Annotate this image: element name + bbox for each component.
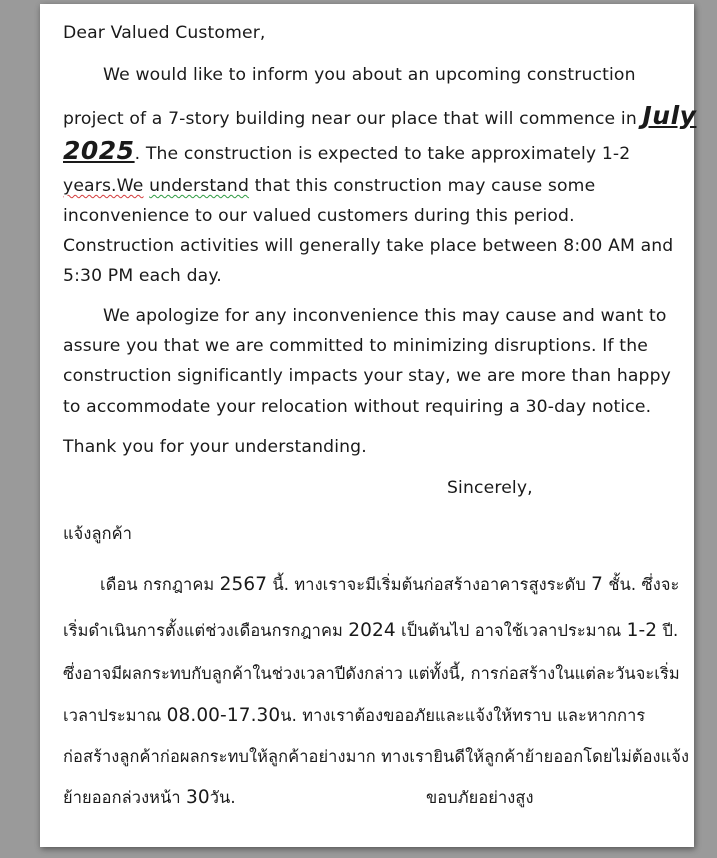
para1-line6: Construction activities will generally take place between 8:00 AM and [63,236,674,256]
th-hours: 08.00-17.30 [166,705,281,726]
th-line1-a: เดือน กรกฎาคม [100,575,220,594]
document-page [40,4,697,847]
th-line2-e: ปี. [657,621,679,640]
th-duration: 1-2 [626,620,658,641]
greeting-th: แจ้งลูกค้า [63,524,133,543]
th-line6-a: ย้ายออกล่วงหน้า [63,788,186,807]
para1-line7: 5:30 PM each day. [63,266,222,286]
para1-line4 [63,176,595,196]
commence-year: 2025 [63,136,135,165]
para2-line3: construction significantly impacts your stay, we are more than happy [63,366,671,386]
th-line5: ก่อสร้างลูกค้าก่อผลกระทบให้ลูกค้าอย่างมาก ทางเรายินดีให้ลูกค้าย้ายออกโดยไม่ต้องแจ้ง [63,747,690,766]
spelling-error-word[interactable]: years.We [63,176,144,196]
th-line6 [63,785,236,811]
para1-line2-text: project of a 7-story building near our place that will commence in [63,109,637,129]
para1-line3-text: . The construction is expected to take approximately 1-2 [134,144,631,164]
th-line1-c: นี้. ทางเราจะมีเริ่มต้นก่อสร้างอาคารสูงระดับ [267,575,592,594]
th-notice-days: 30 [186,787,210,808]
th-year: 2567 [219,574,268,595]
greeting-en: Dear Valued Customer, [63,23,266,43]
grammar-error-word[interactable]: understand [149,176,250,196]
th-line2-a: เริ่มดำเนินการตั้งแต่ช่วงเดือนกรกฎาคม [63,621,349,640]
th-floors: 7 [591,574,604,595]
para1-line4-text: that this construction may cause some [249,176,596,196]
th-line4-c: น. ทางเราต้องขออภัยและแจ้งให้ทราบ และหากการ [280,706,646,725]
para1-line1: We would like to inform you about an upcoming construction [103,65,636,85]
th-line2 [63,618,678,644]
th-line4 [63,703,645,729]
closing-th: ขอบภัยอย่างสูง [426,788,534,807]
th-line4-a: เวลาประมาณ [63,706,167,725]
para2-line1: We apologize for any inconvenience this may cause and want to [103,306,667,326]
para2-line2: assure you that we are committed to minimizing disruptions. If the [63,336,648,356]
th-year-2024: 2024 [348,620,396,641]
para1-line5: inconvenience to our valued customers during this period. [63,206,575,226]
para1-line2 [63,101,696,130]
closing-en: Sincerely, [447,478,533,498]
para2-line4: to accommodate your relocation without requiring a 30-day notice. [63,397,652,417]
th-line6-c: วัน. [209,788,236,807]
th-line1 [100,572,679,598]
th-line2-c: เป็นต้นไป อาจใช้เวลาประมาณ [395,621,627,640]
th-line3: ซึ่งอาจมีผลกระทบกับลูกค้าในช่วงเวลาปีดังกล่าว แต่ทั้งนี้, การก่อสร้างในแต่ละวันจะเริ่ม [63,664,680,683]
commence-month: July [642,101,697,130]
thanks-line: Thank you for your understanding. [63,437,367,457]
para1-line3 [63,136,630,165]
th-line1-e: ชั้น. ซึ่งจะ [603,575,680,594]
